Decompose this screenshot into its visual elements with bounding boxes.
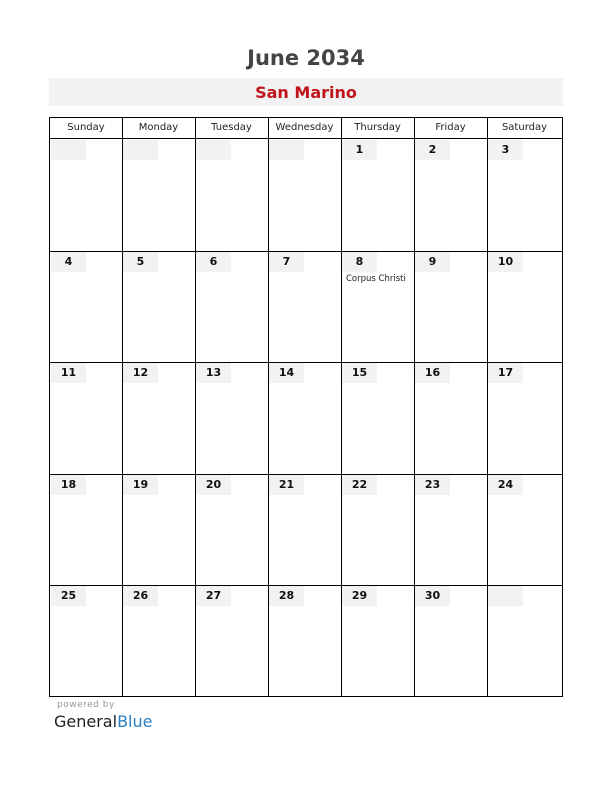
day-cell-27[interactable]	[195, 585, 268, 697]
day-number: 20	[196, 475, 231, 495]
day-cell-1[interactable]	[341, 139, 414, 251]
day-number	[123, 140, 158, 160]
day-number: 6	[196, 252, 231, 272]
day-number: 21	[269, 475, 304, 495]
day-number: 9	[415, 252, 450, 272]
empty-day-cell	[50, 139, 122, 251]
empty-day-cell	[268, 139, 341, 251]
weekday-sunday: Sunday	[67, 122, 105, 133]
day-cell-24[interactable]	[487, 474, 562, 586]
day-number: 16	[415, 363, 450, 383]
day-cell-4[interactable]	[50, 251, 122, 363]
day-cell-5[interactable]	[122, 251, 195, 363]
calendar-grid	[49, 117, 563, 697]
day-number: 2	[415, 140, 450, 160]
day-cell-2[interactable]	[414, 139, 487, 251]
day-number: 29	[342, 586, 377, 606]
day-cell-19[interactable]	[122, 474, 195, 586]
day-cell-3[interactable]	[487, 139, 562, 251]
day-number: 10	[488, 252, 523, 272]
day-cell-28[interactable]	[268, 585, 341, 697]
weekday-saturday: Saturday	[501, 122, 548, 133]
day-cell-29[interactable]	[341, 585, 414, 697]
day-number: 30	[415, 586, 450, 606]
day-cell-25[interactable]	[50, 585, 122, 697]
brand-blue: Blue	[117, 712, 153, 731]
day-cell-12[interactable]	[122, 362, 195, 474]
day-number	[51, 140, 86, 160]
day-number: 22	[342, 475, 377, 495]
day-number: 1	[342, 140, 377, 160]
day-number: 28	[269, 586, 304, 606]
day-number: 24	[488, 475, 523, 495]
day-number: 15	[342, 363, 377, 383]
day-cell-16[interactable]	[414, 362, 487, 474]
weekday-monday: Monday	[138, 122, 179, 133]
day-cell-15[interactable]	[341, 362, 414, 474]
day-number: 23	[415, 475, 450, 495]
day-number	[488, 586, 523, 606]
weekday-friday: Friday	[435, 122, 466, 133]
day-cell-11[interactable]	[50, 362, 122, 474]
day-cell-18[interactable]	[50, 474, 122, 586]
day-cell-20[interactable]	[195, 474, 268, 586]
generalblue-logo[interactable]	[54, 712, 152, 731]
day-number: 4	[51, 252, 86, 272]
day-cell-17[interactable]	[487, 362, 562, 474]
day-number: 14	[269, 363, 304, 383]
day-number	[269, 140, 304, 160]
day-number: 26	[123, 586, 158, 606]
empty-day-cell	[195, 139, 268, 251]
day-number: 25	[51, 586, 86, 606]
day-number: 3	[488, 140, 523, 160]
day-cell-9[interactable]	[414, 251, 487, 363]
day-cell-13[interactable]	[195, 362, 268, 474]
day-cell-14[interactable]	[268, 362, 341, 474]
calendar-title: June 2034	[247, 46, 365, 70]
day-number: 17	[488, 363, 523, 383]
day-number: 18	[51, 475, 86, 495]
day-number: 8	[342, 252, 377, 272]
day-cell-7[interactable]	[268, 251, 341, 363]
day-cell-10[interactable]	[487, 251, 562, 363]
day-cell-26[interactable]	[122, 585, 195, 697]
day-cell-6[interactable]	[195, 251, 268, 363]
weekday-thursday: Thursday	[354, 122, 401, 133]
day-cell-23[interactable]	[414, 474, 487, 586]
day-number: 19	[123, 475, 158, 495]
day-cell-30[interactable]	[414, 585, 487, 697]
day-number: 12	[123, 363, 158, 383]
day-cell-8[interactable]	[341, 251, 414, 363]
day-cell-22[interactable]	[341, 474, 414, 586]
day-number: 13	[196, 363, 231, 383]
weekday-header-row	[50, 118, 562, 139]
brand-general: General	[54, 712, 118, 731]
country-name: San Marino	[255, 83, 357, 102]
day-number: 27	[196, 586, 231, 606]
empty-day-cell	[487, 585, 562, 697]
day-number: 11	[51, 363, 86, 383]
country-band	[49, 78, 563, 106]
day-number	[196, 140, 231, 160]
powered-by-text: powered by	[57, 700, 115, 710]
holiday-label: Corpus Christi	[346, 274, 406, 284]
weekday-wednesday: Wednesday	[275, 122, 334, 133]
day-cell-21[interactable]	[268, 474, 341, 586]
empty-day-cell	[122, 139, 195, 251]
weekday-tuesday: Tuesday	[211, 122, 252, 133]
day-number: 7	[269, 252, 304, 272]
day-number: 5	[123, 252, 158, 272]
